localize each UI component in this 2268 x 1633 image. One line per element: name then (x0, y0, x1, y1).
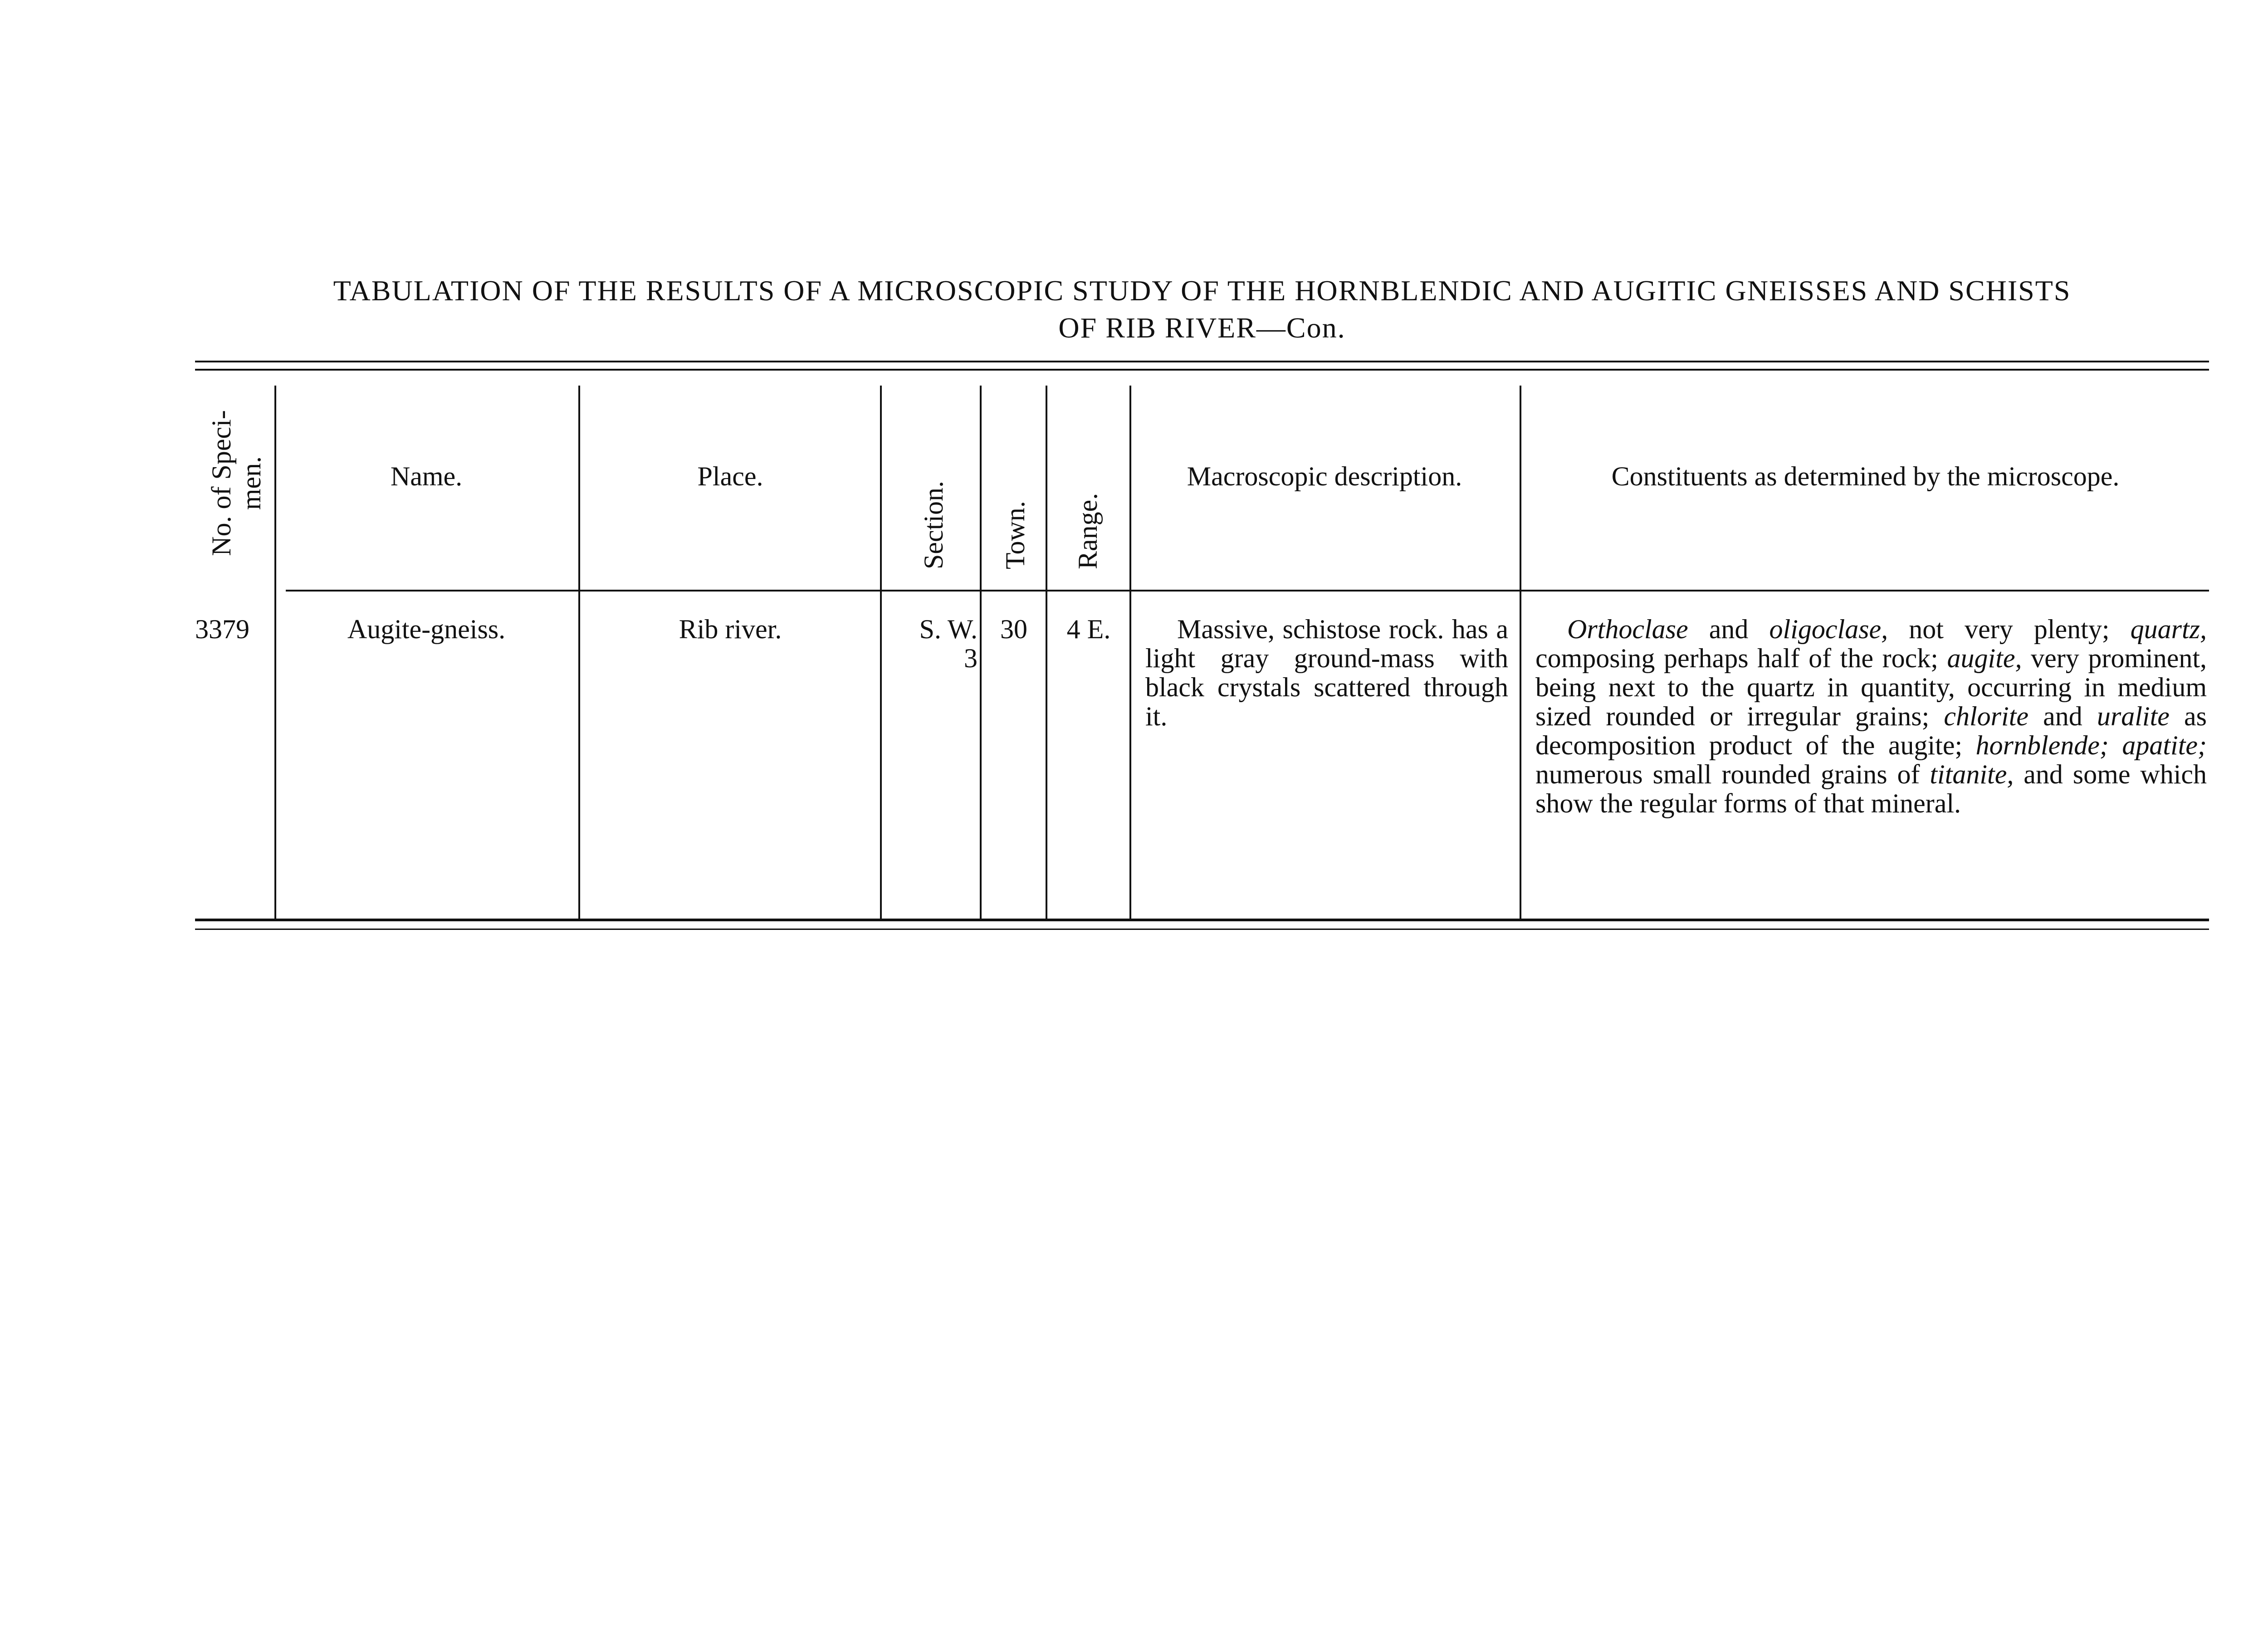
constituents-text: and (1688, 614, 1769, 644)
constituents-text: not very plenty; (1888, 614, 2131, 644)
cell-macroscopic (1145, 615, 1508, 731)
cell-town: 30 (1000, 614, 1027, 644)
mineral-name: titanite, (1930, 759, 2014, 789)
column-divider (1520, 386, 1521, 919)
table-bottom-rule-2 (195, 929, 2209, 930)
cell-place: Rib river. (679, 614, 782, 644)
constituents-text: composing perhaps half of the rock; (1535, 643, 1947, 673)
column-divider (880, 386, 882, 919)
cell-section-line-2: 3 (964, 643, 978, 673)
header-divider (286, 590, 2209, 592)
constituents-text: as decomposition product of the augite; (1535, 701, 2207, 760)
constituents-text: numerous small rounded grains of (1535, 759, 1930, 789)
header-macroscopic: Macroscopic description. (1187, 461, 1462, 491)
specimen-table (195, 361, 2209, 950)
table-title (195, 272, 2209, 347)
mineral-name: quartz, (2130, 614, 2207, 644)
cell-name: Augite-gneiss. (347, 614, 506, 644)
table-bottom-rule (195, 919, 2209, 921)
cell-macroscopic-text: Massive, schistose rock. has a light gray ground-mass with black crystals scattered through it. (1145, 614, 1508, 731)
header-name: Name. (390, 461, 463, 491)
header-section: Section. (919, 481, 948, 569)
cell-specimen-no: 3379 (195, 614, 249, 644)
column-divider (578, 386, 580, 919)
table-top-rule (195, 361, 2209, 362)
table-title-line-1: TABULATION OF THE RESULTS OF A MICROSCOPIC STUDY OF THE HORNBLENDIC AND AUGITIC GNEISSES AND SCHISTS (333, 274, 2071, 307)
column-divider (274, 386, 276, 919)
mineral-name: oligoclase, (1769, 614, 1888, 644)
constituents-text: very prominent, being next to the quartz in quantity, occurring in medium sized rounded or irregular grains; (1535, 643, 2207, 731)
cell-range: 4 E. (1066, 614, 1111, 644)
mineral-name: chlorite (1944, 701, 2028, 731)
table-title-line-2: OF RIB RIVER—Con. (1058, 312, 1346, 344)
column-divider (980, 386, 982, 919)
header-place: Place. (697, 461, 763, 491)
constituents-text: and (2028, 701, 2097, 731)
table-top-rule-2 (195, 369, 2209, 371)
header-constituents: Constituents as determined by the microscope. (1611, 461, 2120, 491)
header-town: Town. (1000, 501, 1030, 569)
mineral-name: augite, (1947, 643, 2022, 673)
header-specimen-no-line-2: men. (236, 456, 266, 510)
cell-constituents (1535, 615, 2207, 818)
constituents-text: and some which show the regular forms of that mineral. (1535, 759, 2207, 818)
header-range: Range. (1073, 493, 1103, 569)
cell-section-line-1: S. W. (919, 614, 978, 644)
column-divider (1129, 386, 1131, 919)
header-specimen-no-line-1: No. of Speci- (206, 410, 236, 556)
header-specimen-no (206, 392, 266, 574)
cell-section (882, 615, 978, 673)
column-divider (1046, 386, 1047, 919)
mineral-name: hornblende; apatite; (1975, 730, 2207, 760)
mineral-name: Orthoclase (1567, 614, 1688, 644)
mineral-name: uralite (2097, 701, 2170, 731)
